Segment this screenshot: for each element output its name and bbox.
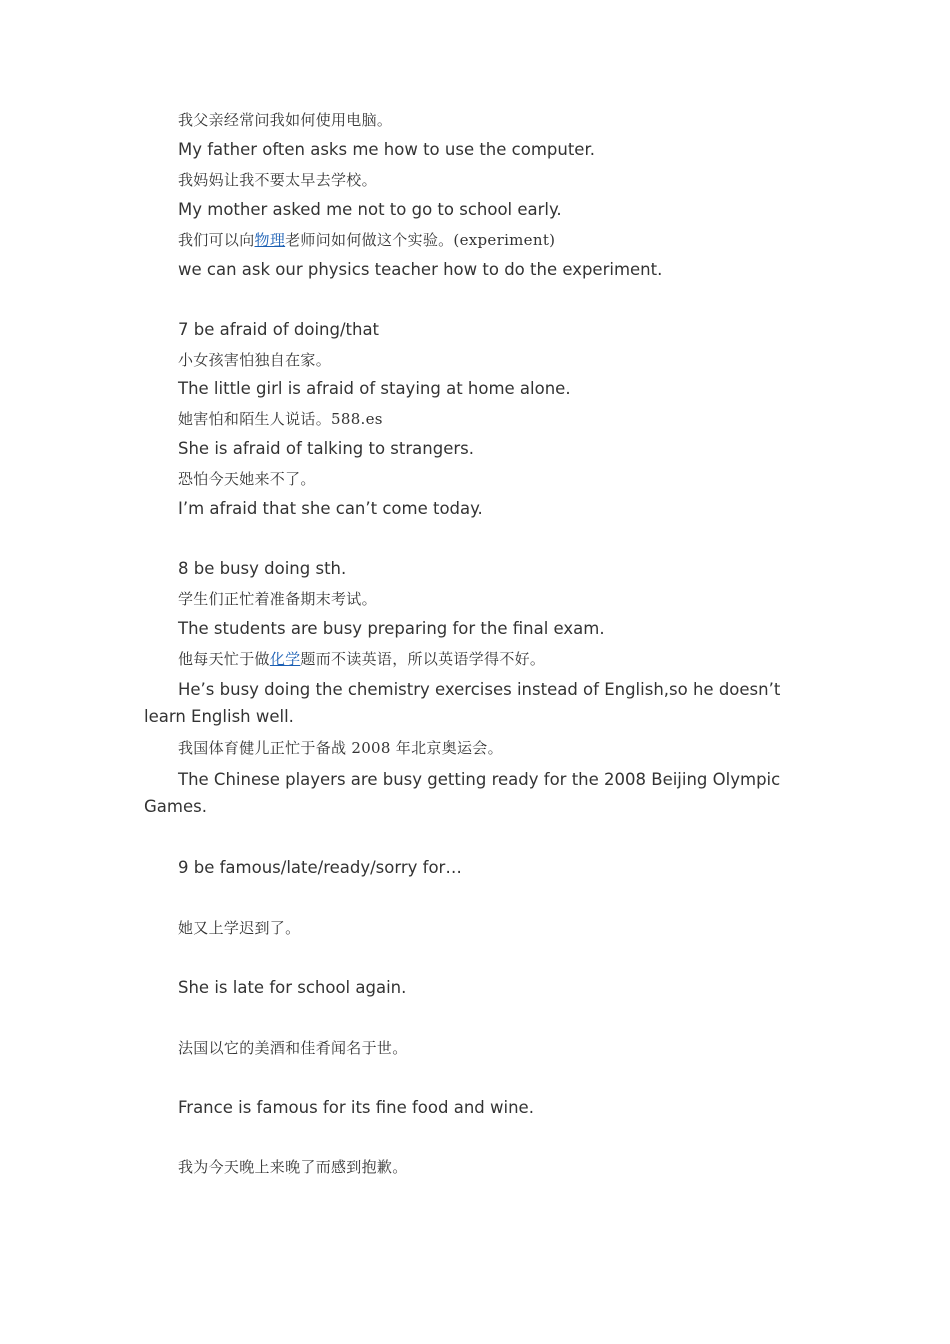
- english-sentence: France is famous for its fine food and wine.: [178, 1098, 534, 1117]
- chinese-sentence: 我为今天晚上来晚了而感到抱歉。: [178, 1158, 408, 1176]
- sentence-text: 题而不读英语，所以英语学得不好。: [300, 650, 546, 668]
- sentence-text: 老师问如何做这个实验。(experiment): [285, 231, 556, 249]
- english-sentence: I’m afraid that she can’t come today.: [178, 499, 483, 518]
- sentence-text: 他每天忙于做: [178, 650, 270, 668]
- section-heading: 8 be busy doing sth.: [178, 559, 347, 578]
- chinese-sentence: 我妈妈让我不要太早去学校。: [178, 171, 377, 189]
- chemistry-link[interactable]: 化学: [269, 650, 301, 668]
- chinese-sentence: 我父亲经常问我如何使用电脑。: [178, 111, 393, 129]
- english-sentence: we can ask our physics teacher how to do the experiment.: [178, 260, 663, 279]
- english-sentence: My father often asks me how to use the computer.: [178, 140, 595, 159]
- chinese-sentence-with-link: [178, 229, 555, 250]
- english-sentence: The Chinese players are busy getting ready for the 2008 Beijing Olympic Games.: [144, 770, 781, 816]
- section-heading: 9 be famous/late/ready/sorry for…: [178, 858, 462, 877]
- english-sentence: The students are busy preparing for the final exam.: [178, 619, 605, 638]
- physics-link[interactable]: 物理: [254, 231, 286, 249]
- english-sentence: The little girl is afraid of staying at home alone.: [178, 379, 571, 398]
- chinese-sentence: 她又上学迟到了。: [178, 919, 301, 937]
- chinese-sentence-with-link: [178, 648, 545, 669]
- chinese-sentence: 法国以它的美酒和佳肴闻名于世。: [178, 1039, 408, 1057]
- english-sentence: He’s busy doing the chemistry exercises instead of English,so he doesn’t learn English well.: [144, 680, 781, 726]
- chinese-sentence: 我国体育健儿正忙于备战 2008 年北京奥运会。: [178, 739, 503, 757]
- chinese-sentence: 学生们正忙着准备期末考试。: [178, 590, 377, 608]
- section-heading: 7 be afraid of doing/that: [178, 320, 380, 339]
- chinese-sentence: 小女孩害怕独自在家。: [178, 351, 332, 369]
- english-sentence: She is late for school again.: [178, 978, 407, 997]
- chinese-sentence: 她害怕和陌生人说话。588.es: [178, 410, 383, 428]
- english-sentence: She is afraid of talking to strangers.: [178, 439, 474, 458]
- chinese-sentence: 恐怕今天她来不了。: [178, 470, 316, 488]
- sentence-text: 我们可以向: [178, 231, 255, 249]
- english-sentence: My mother asked me not to go to school early.: [178, 200, 562, 219]
